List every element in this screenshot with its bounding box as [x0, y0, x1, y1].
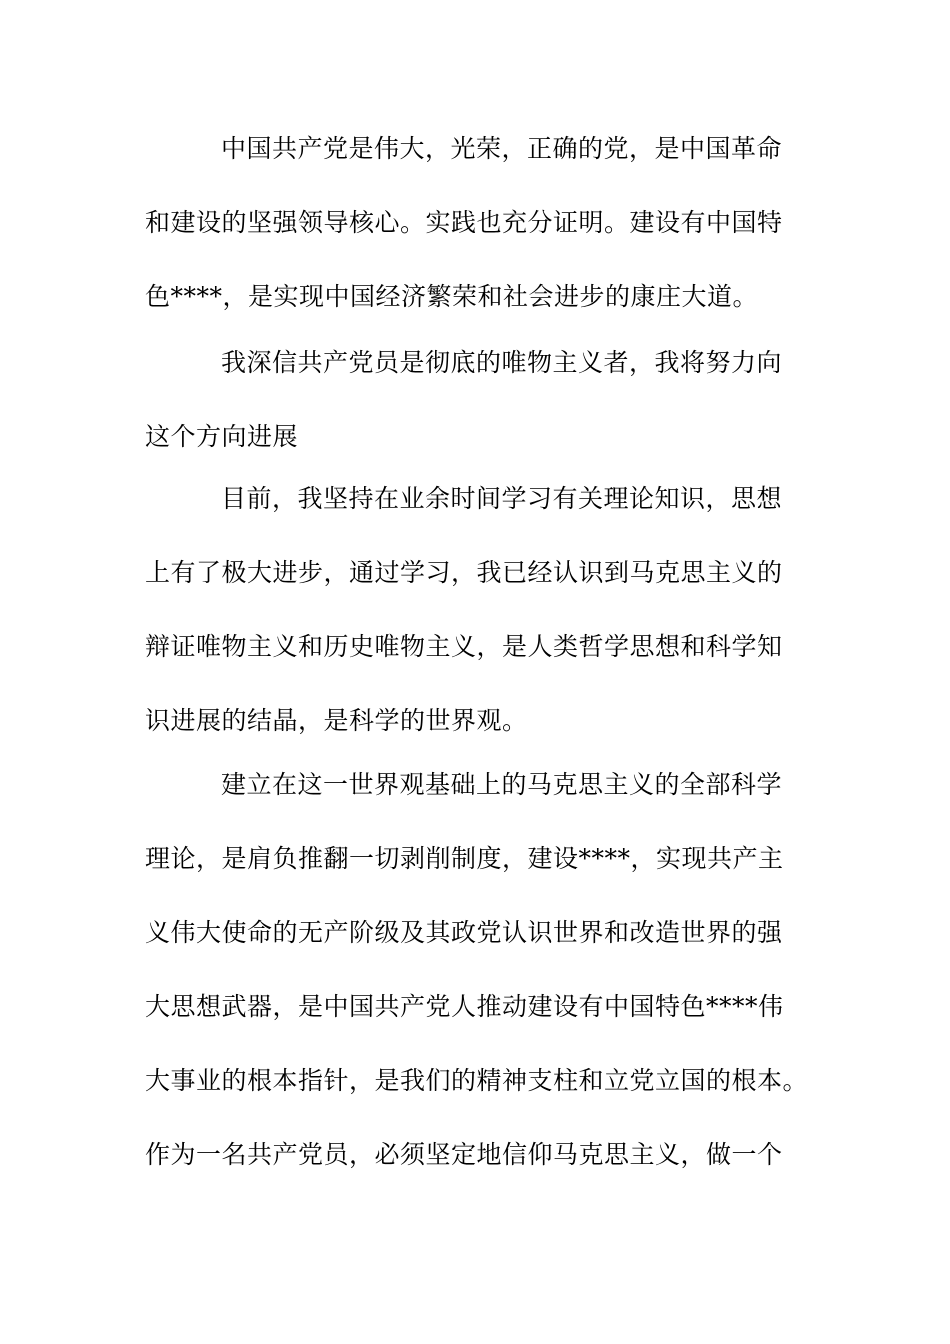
- paragraph-1-line-3: 色****，是实现中国经济繁荣和社会进步的康庄大道。: [145, 282, 759, 311]
- paragraph-4-line-2: 理论，是肩负推翻一切剥削制度，建设****，实现共产主: [145, 844, 784, 873]
- paragraph-4-line-3: 义伟大使命的无产阶级及其政党认识世界和改造世界的强: [145, 918, 783, 947]
- paragraph-3-line-3: 辩证唯物主义和历史唯物主义，是人类哲学思想和科学知: [145, 632, 783, 661]
- paragraph-1-line-2: 和建设的坚强领导核心。实践也充分证明。建设有中国特: [145, 208, 783, 237]
- paragraph-4-line-5: 大事业的根本指针，是我们的精神支柱和立党立国的根本。: [145, 1066, 809, 1095]
- paragraph-2-line-1: 我深信共产党员是彻底的唯物主义者，我将努力向: [221, 348, 783, 377]
- paragraph-2-line-2: 这个方向进展: [145, 422, 299, 451]
- paragraph-3-line-4: 识进展的结晶，是科学的世界观。: [145, 706, 528, 735]
- paragraph-1-line-1: 中国共产党是伟大，光荣，正确的党，是中国革命: [221, 134, 783, 163]
- paragraph-4-line-6: 作为一名共产党员，必须坚定地信仰马克思主义，做一个: [145, 1140, 783, 1169]
- paragraph-3-line-2: 上有了极大进步，通过学习，我已经认识到马克思主义的: [145, 558, 783, 587]
- paragraph-3-line-1: 目前，我坚持在业余时间学习有关理论知识，思想: [221, 484, 783, 513]
- paragraph-4-line-1: 建立在这一世界观基础上的马克思主义的全部科学: [221, 770, 783, 799]
- paragraph-4-line-4: 大思想武器，是中国共产党人推动建设有中国特色****伟: [145, 992, 784, 1021]
